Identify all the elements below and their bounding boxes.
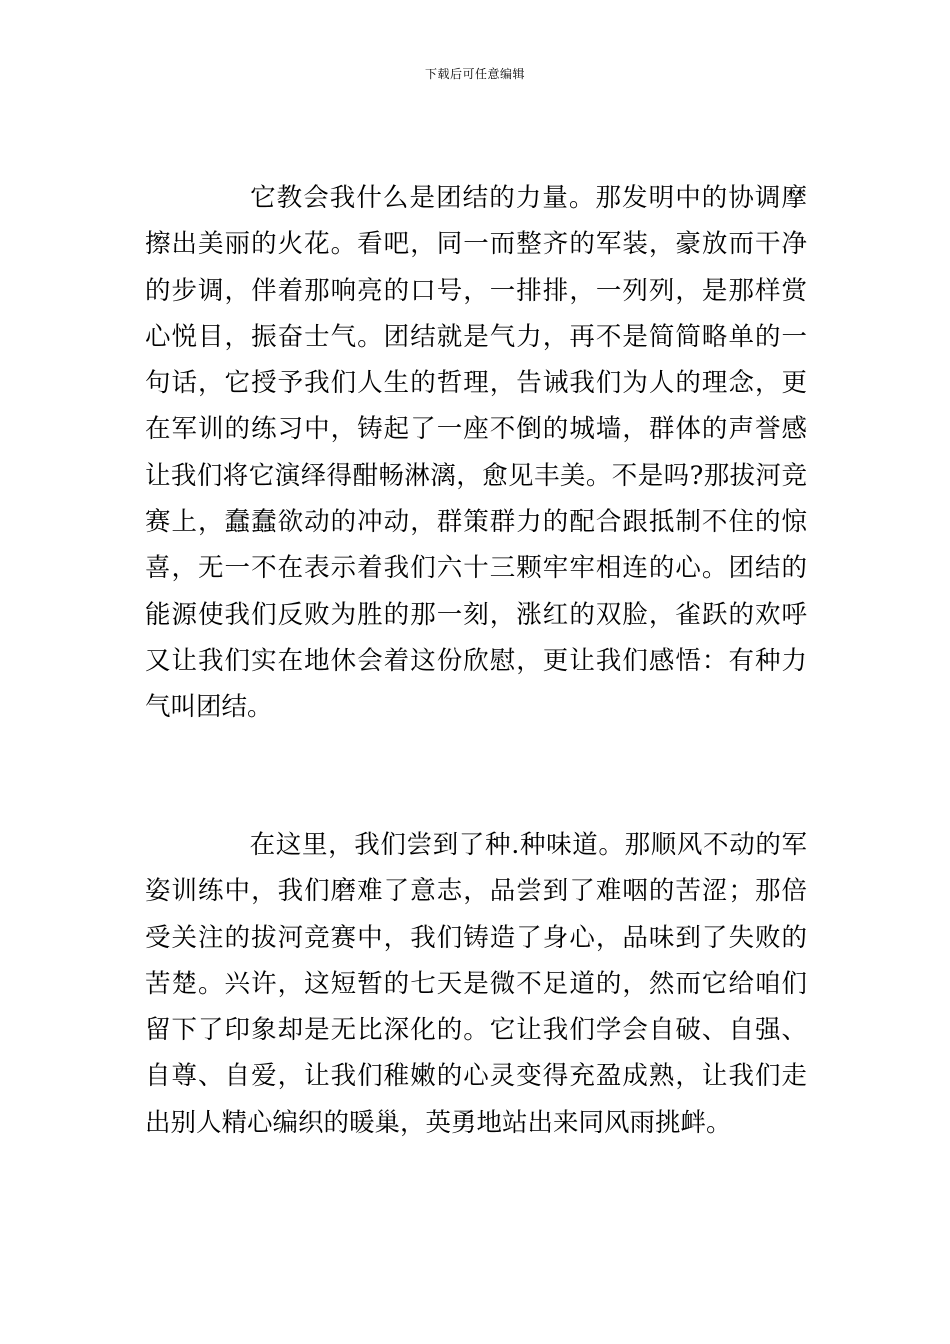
paragraph-text: 它教会我什么是团结的力量。那发明中的协调摩擦出美丽的火花。看吧，同一而整齐的军装，豪放而干净的步调，伴着那响亮的口号，一排排，一列列，是那样赏心悦目，振奋士气。团结就是气力，再不是简简略单的一句话，它授予我们人生的哲理，告诫我们为人的理念，更在军训的练习中，铸起了一座不倒的城墙，群体的声誉感让我们将它演绎得酣畅淋漓，愈见丰美。不是吗?那拔河竞赛上，蠢蠢欲动的冲动，群策群力的配合跟抵制不住的惊喜，无一不在表示着我们六十三颗牢牢相连的心。团结的能源使我们反败为胜的那一刻，涨红的双脸，雀跃的欢呼又让我们实在地休会着这份欣慰，更让我们感悟：有种力气叫团结。 [145, 183, 807, 723]
body-paragraph [145, 822, 807, 1146]
body-paragraph [145, 175, 807, 731]
page-header: 下载后可任意编辑 [424, 67, 525, 81]
paragraph-text: 在这里，我们尝到了种.种味道。那顺风不动的军姿训练中，我们磨难了意志，品尝到了难咽的苦涩；那倍受关注的拔河竞赛中，我们铸造了身心，品味到了失败的苦楚。兴许，这短暂的七天是微不足道的，然而它给咱们留下了印象却是无比深化的。它让我们学会自破、自强、自尊、自爱，让我们稚嫩的心灵变得充盈成熟，让我们走出别人精心编织的暖巢，英勇地站出来同风雨挑衅。 [145, 830, 807, 1138]
